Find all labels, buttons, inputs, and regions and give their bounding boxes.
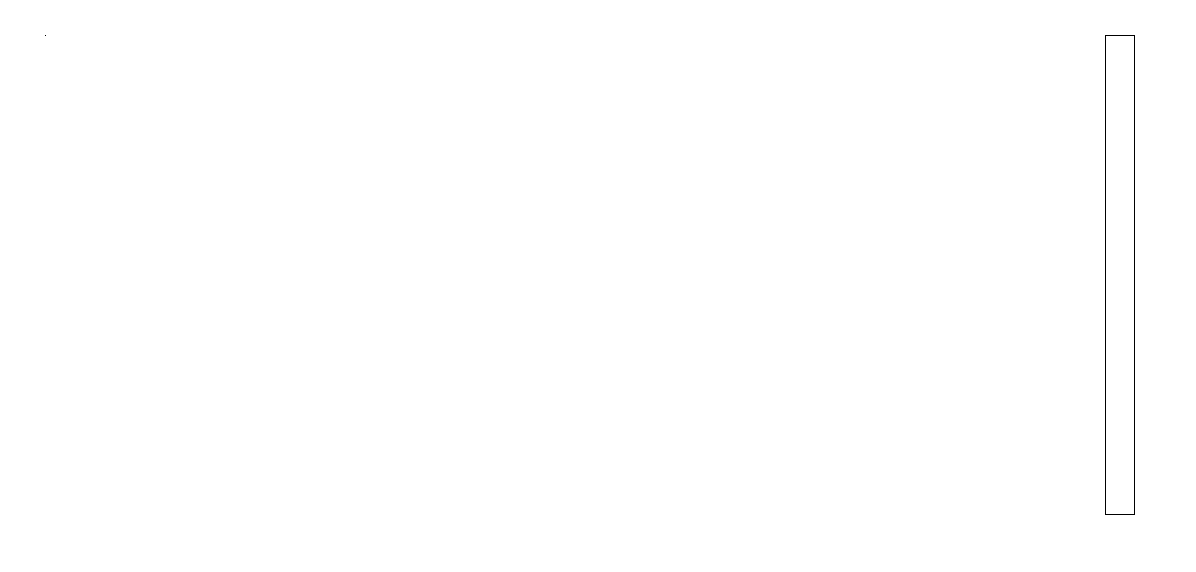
heatmap-grid <box>45 35 46 36</box>
colorbar <box>1105 35 1135 515</box>
heatmap-plot <box>45 35 1095 545</box>
